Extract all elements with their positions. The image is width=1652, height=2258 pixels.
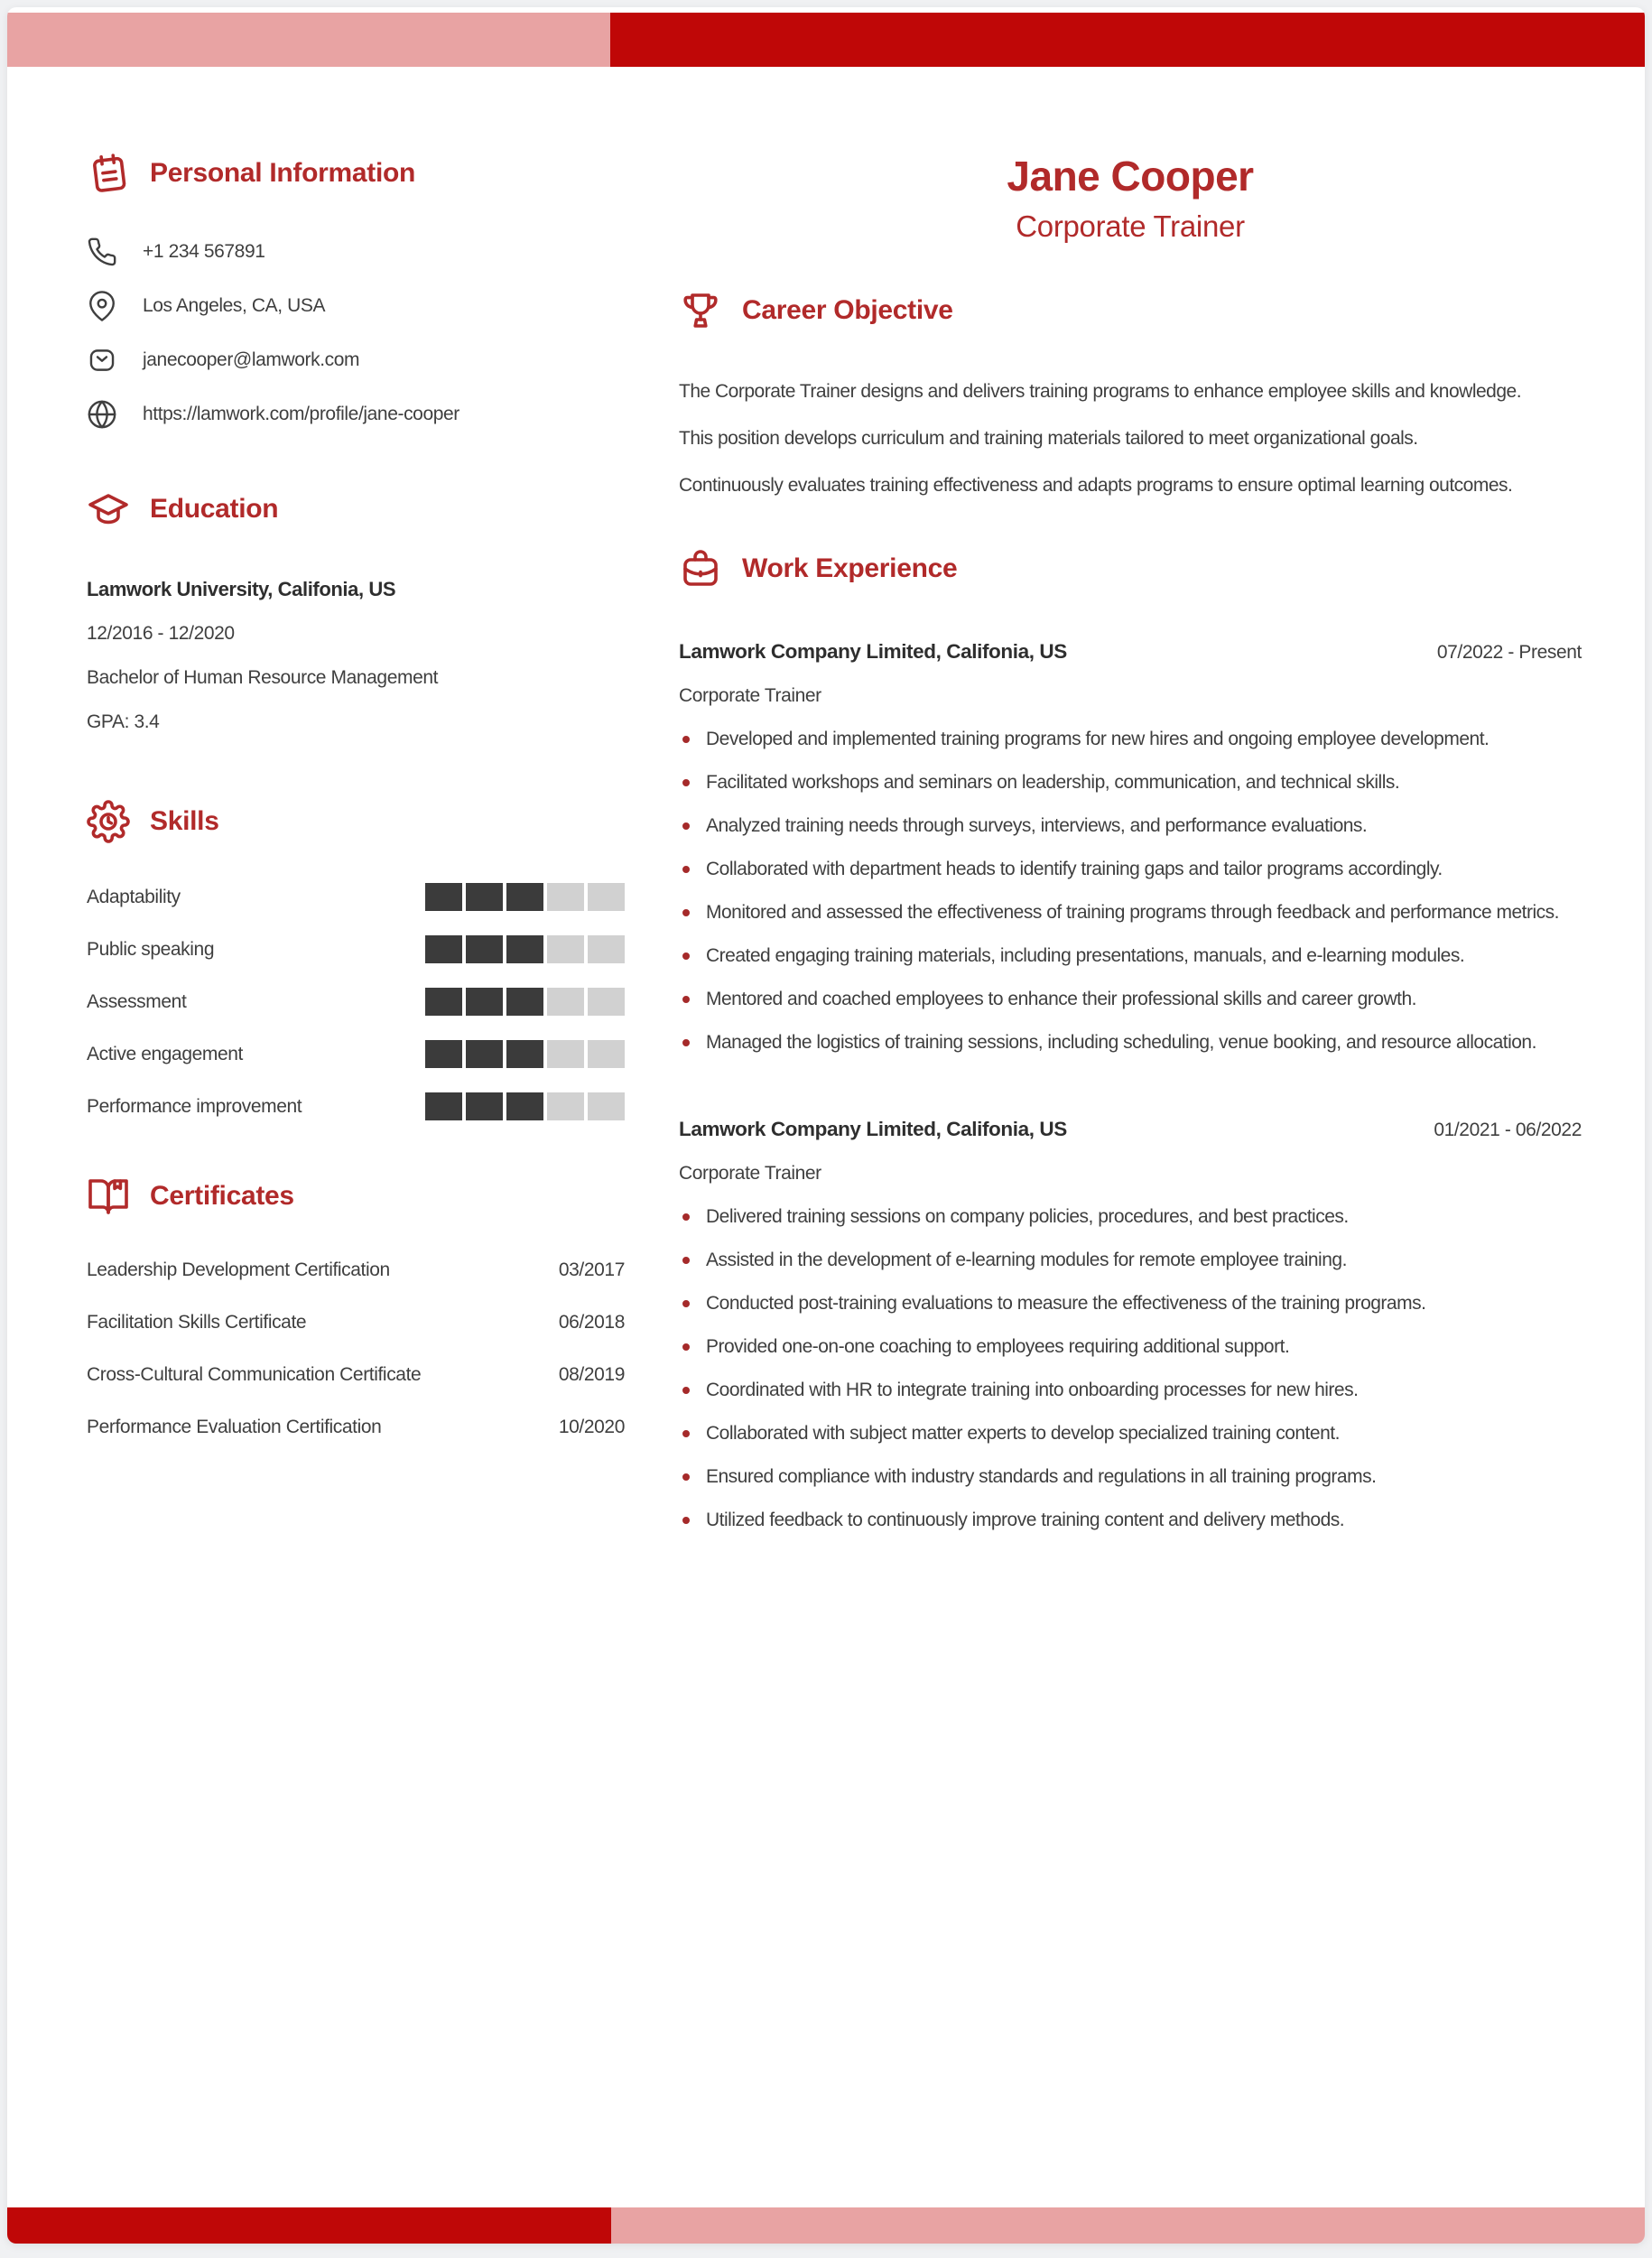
skills-section-heading — [87, 800, 625, 843]
education-degree: Bachelor of Human Resource Management — [87, 667, 439, 688]
skill-level-bar — [425, 935, 625, 963]
skill-row — [87, 883, 625, 911]
resume-page — [7, 7, 1645, 2244]
certificate-row — [87, 1364, 625, 1386]
skills-list — [87, 883, 625, 1120]
career-objective-text — [679, 368, 1582, 509]
skill-level-bar — [425, 883, 625, 911]
skill-level-bar — [425, 988, 625, 1016]
top-bar-pink-segment — [7, 13, 610, 67]
certificate-row — [87, 1259, 625, 1281]
certificate-row — [87, 1417, 625, 1438]
personal-info-title: Personal Information — [150, 158, 416, 188]
certificate-name: Facilitation Skills Certificate — [87, 1312, 307, 1333]
phone-number: +1 234 567891 — [143, 241, 265, 262]
open-book-icon — [87, 1175, 130, 1218]
objective-line: The Corporate Trainer designs and delivers training programs to enhance employee skills and knowledge. — [679, 381, 1522, 402]
job-company: Lamwork Company Limited, Califonia, US — [679, 1118, 1067, 1140]
bullet-item: Developed and implemented training programs for new hires and ongoing employee development. — [679, 718, 1582, 761]
job-position: Corporate Trainer — [679, 685, 821, 706]
bullet-item: Created engaging training materials, including presentations, manuals, and e-learning modules. — [679, 934, 1582, 978]
briefcase-icon — [679, 547, 722, 590]
objective-line: Continuously evaluates training effectiveness and adapts programs to ensure optimal learning outcomes. — [679, 475, 1513, 496]
bullet-item: Ensured compliance with industry standards and regulations in all training programs. — [679, 1455, 1582, 1499]
skill-name: Assessment — [87, 990, 187, 1012]
job-header — [679, 630, 1582, 674]
bullet-item: Mentored and coached employees to enhance their professional skills and career growth. — [679, 978, 1582, 1021]
bottom-bar-pink-segment — [611, 2207, 1645, 2244]
bullet-item: Collaborated with department heads to identify training gaps and tailor programs accordingly. — [679, 848, 1582, 891]
contact-list — [87, 237, 625, 430]
education-school: Lamwork University, Califonia, US — [87, 578, 396, 600]
profile-url: https://lamwork.com/profile/jane-cooper — [143, 404, 459, 424]
bullet-item: Collaborated with subject matter experts to develop specialized training content. — [679, 1412, 1582, 1455]
job-company: Lamwork Company Limited, Califonia, US — [679, 640, 1067, 663]
job-entry — [679, 630, 1582, 1064]
skill-level-bar — [425, 1092, 625, 1120]
top-color-bar — [7, 13, 1645, 67]
education-dates: 12/2016 - 12/2020 — [87, 623, 235, 644]
skill-name: Adaptability — [87, 886, 181, 907]
skill-row — [87, 1040, 625, 1068]
work-experience-section-heading — [679, 547, 1582, 590]
candidate-name: Jane Cooper — [1007, 153, 1254, 200]
personal-info-section-heading — [87, 152, 625, 195]
skill-row — [87, 1092, 625, 1120]
certificate-date: 06/2018 — [558, 1312, 625, 1333]
bullet-item: Provided one-on-one coaching to employees requiring additional support. — [679, 1325, 1582, 1369]
notepad-icon — [87, 152, 130, 195]
contact-item-phone — [87, 237, 625, 267]
certificate-date: 10/2020 — [558, 1417, 625, 1437]
globe-icon — [87, 399, 117, 430]
top-bar-red-segment — [610, 13, 1645, 67]
certificate-date: 03/2017 — [558, 1259, 625, 1280]
left-column — [87, 152, 625, 1542]
candidate-job-title: Corporate Trainer — [1016, 209, 1245, 243]
email-text: janecooper@lamwork.com — [143, 349, 360, 370]
skill-name: Performance improvement — [87, 1095, 302, 1117]
education-gpa: GPA: 3.4 — [87, 711, 160, 732]
skill-name: Active engagement — [87, 1043, 243, 1064]
certificate-date: 08/2019 — [558, 1364, 625, 1385]
job-dates: 07/2022 - Present — [1436, 642, 1582, 663]
career-objective-title: Career Objective — [742, 295, 953, 325]
bullet-item: Facilitated workshops and seminars on leadership, communication, and technical skills. — [679, 761, 1582, 804]
bullet-item: Analyzed training needs through surveys, interviews, and performance evaluations. — [679, 804, 1582, 848]
work-experience-title: Work Experience — [742, 553, 958, 583]
job-header — [679, 1108, 1582, 1152]
contact-item-website — [87, 399, 625, 430]
certificate-name: Performance Evaluation Certification — [87, 1417, 382, 1437]
education-details — [87, 567, 625, 744]
bullet-item: Conducted post-training evaluations to measure the effectiveness of the training programs. — [679, 1282, 1582, 1325]
bullet-item: Monitored and assessed the effectiveness of training programs through feedback and performance metrics. — [679, 891, 1582, 934]
certificate-name: Leadership Development Certification — [87, 1259, 390, 1280]
bullet-item: Assisted in the development of e-learning modules for remote employee training. — [679, 1239, 1582, 1282]
trophy-icon — [679, 289, 722, 332]
certificate-name: Cross-Cultural Communication Certificate — [87, 1364, 422, 1385]
job-bullet-list — [679, 1195, 1582, 1542]
bottom-color-bar — [7, 2207, 1645, 2244]
bullet-item: Coordinated with HR to integrate training into onboarding processes for new hires. — [679, 1369, 1582, 1412]
bullet-item: Utilized feedback to continuously improve training content and delivery methods. — [679, 1499, 1582, 1542]
job-position: Corporate Trainer — [679, 1163, 821, 1184]
contact-item-location — [87, 291, 625, 321]
graduation-cap-icon — [87, 488, 130, 531]
skill-level-bar — [425, 1040, 625, 1068]
certificates-list — [87, 1259, 625, 1438]
contact-item-email — [87, 345, 625, 376]
certificates-title: Certificates — [150, 1181, 294, 1211]
certificate-row — [87, 1312, 625, 1333]
skill-row — [87, 935, 625, 963]
location-text: Los Angeles, CA, USA — [143, 295, 326, 316]
skills-title: Skills — [150, 806, 219, 836]
job-bullet-list — [679, 718, 1582, 1064]
objective-line: This position develops curriculum and training materials tailored to meet organizational goals. — [679, 428, 1418, 449]
job-entry — [679, 1108, 1582, 1542]
content-area — [7, 67, 1645, 1542]
skill-name: Public speaking — [87, 938, 215, 960]
skill-row — [87, 988, 625, 1016]
envelope-icon — [87, 345, 117, 376]
certificates-section-heading — [87, 1175, 625, 1218]
bullet-item: Managed the logistics of training sessions, including scheduling, venue booking, and resource allocation. — [679, 1021, 1582, 1064]
phone-icon — [87, 237, 117, 267]
education-title: Education — [150, 494, 279, 524]
education-section-heading — [87, 488, 625, 531]
bullet-item: Delivered training sessions on company policies, procedures, and best practices. — [679, 1195, 1582, 1239]
map-pin-icon — [87, 291, 117, 321]
career-objective-section-heading — [679, 289, 1582, 332]
gear-clock-icon — [87, 800, 130, 843]
right-column — [679, 152, 1582, 1542]
job-dates: 01/2021 - 06/2022 — [1434, 1120, 1582, 1140]
bottom-bar-red-segment — [7, 2207, 611, 2244]
